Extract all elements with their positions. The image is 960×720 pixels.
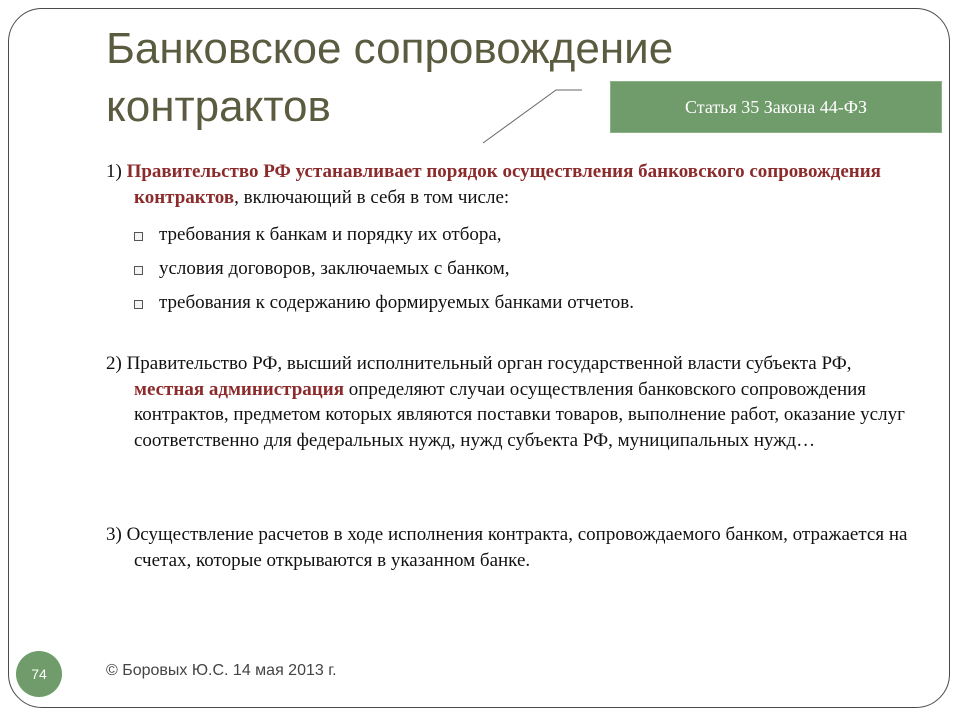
requirements-list	[134, 218, 634, 320]
p2-before: 2) Правительство РФ, высший исполнительный орган государственной власти субъекта РФ,	[106, 353, 852, 374]
list-item	[134, 286, 634, 320]
p2-highlight: местная администрация	[134, 378, 344, 400]
footer-copyright: © Боровых Ю.С. 14 мая 2013 г.	[106, 662, 337, 679]
law-article-callout	[610, 81, 942, 133]
callout-label: Статья 35 Закона 44-ФЗ	[685, 96, 867, 117]
square-bullet-icon	[134, 266, 143, 275]
square-bullet-icon	[134, 232, 143, 241]
list-item-text: требования к банкам и порядку их отбора,	[159, 224, 502, 246]
list-item	[134, 218, 634, 252]
p2-after: определяют случаи осуществления банковского сопровождения контрактов, предметом которых являются поставки товаров, выполнение работ, оказание услуг соответственно для федеральных нужд, нужд субъекта РФ, муниципальных нужд…	[134, 378, 905, 451]
square-bullet-icon	[134, 300, 143, 309]
list-item	[134, 252, 634, 286]
paragraph-3: 3) Осуществление расчетов в ходе исполнения контракта, сопровождаемого банком, отражается на счетах, которые открываются в указанном банке.	[106, 524, 908, 571]
list-item-text: условия договоров, заключаемых с банком,	[159, 258, 510, 280]
slide-title: Банковское сопровождение контрактов	[106, 24, 674, 131]
list-item-text: требования к содержанию формируемых банками отчетов.	[159, 292, 635, 314]
page-number-badge	[16, 651, 62, 697]
page-number: 74	[31, 666, 47, 682]
p1-highlight: Правительство РФ устанавливает порядок осуществления банковского сопровождения контрактов	[126, 161, 881, 208]
paragraph-2	[106, 351, 914, 453]
paragraph-1	[106, 159, 914, 210]
p1-number: 1)	[106, 161, 127, 182]
p1-rest: , включающий в себя в том числе:	[234, 186, 510, 208]
